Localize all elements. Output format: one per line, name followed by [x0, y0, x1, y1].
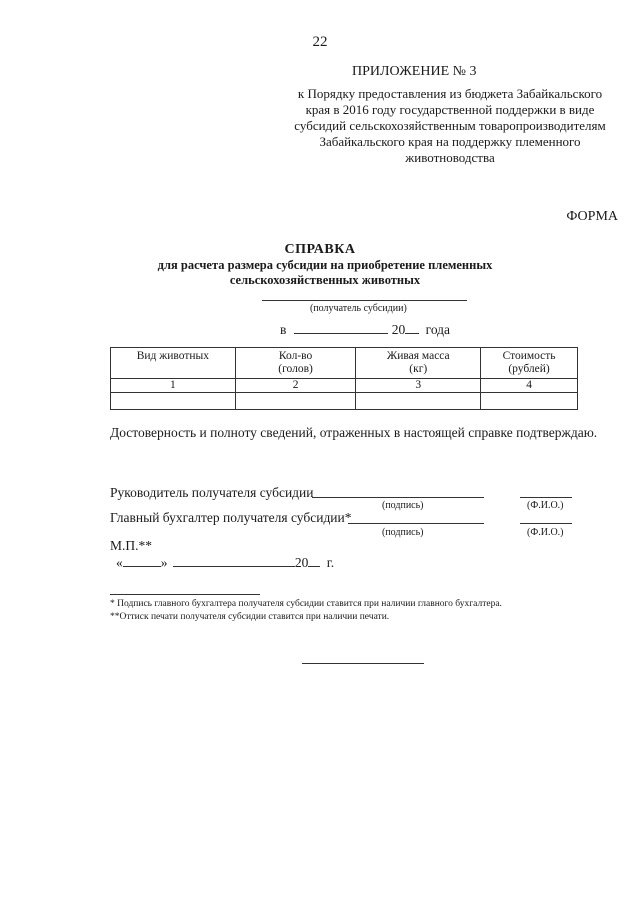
month-field[interactable]	[173, 554, 295, 567]
confirmation-text: Достоверность и полноту сведений, отраженных в настоящей справке подтверждаю.	[110, 425, 598, 440]
page-number: 22	[312, 34, 328, 50]
table-row[interactable]	[111, 393, 578, 410]
table-cell: 3	[356, 379, 481, 393]
year-field[interactable]	[405, 320, 419, 334]
table-cell[interactable]	[481, 393, 578, 410]
appendix-title: ПРИЛОЖЕНИЕ № 3	[352, 64, 477, 79]
date-open-quote: «	[116, 555, 123, 570]
name-caption: (Ф.И.О.)	[527, 500, 564, 511]
head-label: Руководитель получателя субсидии	[110, 485, 314, 500]
table-cell[interactable]	[235, 393, 356, 410]
head-signature-line[interactable]	[312, 497, 484, 498]
appendix-text: к Порядку предоставления из бюджета Забайкальского края в 2016 году государственной поддержки в виде субсидий сельскохозяйственным товаропроизводителям Забайкальского края на поддержку племенного животноводства	[294, 86, 606, 165]
date-year-field[interactable]	[308, 554, 320, 567]
day-field[interactable]	[123, 554, 161, 567]
bottom-separator	[302, 663, 424, 664]
date-suffix: г.	[326, 555, 335, 570]
table-header-cell: Стоимость (рублей)	[481, 348, 578, 379]
stamp-label: М.П.**	[110, 538, 153, 553]
table-header-cell: Живая масса (кг)	[356, 348, 481, 379]
date-line	[116, 554, 334, 571]
table-cell[interactable]	[356, 393, 481, 410]
date-year: 20	[294, 555, 309, 570]
table-header-row	[111, 348, 578, 379]
year-suffix: года	[425, 322, 451, 337]
recipient-field-line[interactable]	[262, 300, 467, 301]
year-line	[280, 320, 450, 338]
date-field[interactable]	[294, 320, 388, 334]
table-cell: 2	[235, 379, 356, 393]
table-cell[interactable]	[111, 393, 236, 410]
accountant-label: Главный бухгалтер получателя субсидии*	[110, 510, 352, 525]
document-title: СПРАВКА	[284, 242, 356, 257]
footnote-1: * Подпись главного бухгалтера получателя субсидии ставится при наличии главного бухгалтера.	[110, 599, 502, 609]
year-mid: 20	[391, 322, 406, 337]
year-prefix: в	[280, 322, 287, 337]
table-header-cell: Кол-во (голов)	[235, 348, 356, 379]
recipient-caption: (получатель субсидии)	[310, 303, 407, 314]
name-caption: (Ф.И.О.)	[527, 527, 564, 538]
footnote-2: **Оттиск печати получателя субсидии ставится при наличии печати.	[110, 612, 390, 622]
table-row	[111, 379, 578, 393]
accountant-signature-line[interactable]	[348, 523, 484, 524]
signature-caption: (подпись)	[382, 527, 424, 538]
table-cell: 1	[111, 379, 236, 393]
footnote-separator	[110, 594, 260, 595]
document-subtitle: для расчета размера субсидии на приобретение племенных сельскохозяйственных животных	[157, 258, 493, 287]
animals-table	[110, 347, 578, 410]
head-name-line[interactable]	[520, 497, 572, 498]
date-close-quote: »	[160, 555, 168, 570]
form-label: ФОРМА	[566, 209, 618, 224]
signature-caption: (подпись)	[382, 500, 424, 511]
accountant-name-line[interactable]	[520, 523, 572, 524]
table-cell: 4	[481, 379, 578, 393]
table-header-cell: Вид животных	[111, 348, 236, 379]
